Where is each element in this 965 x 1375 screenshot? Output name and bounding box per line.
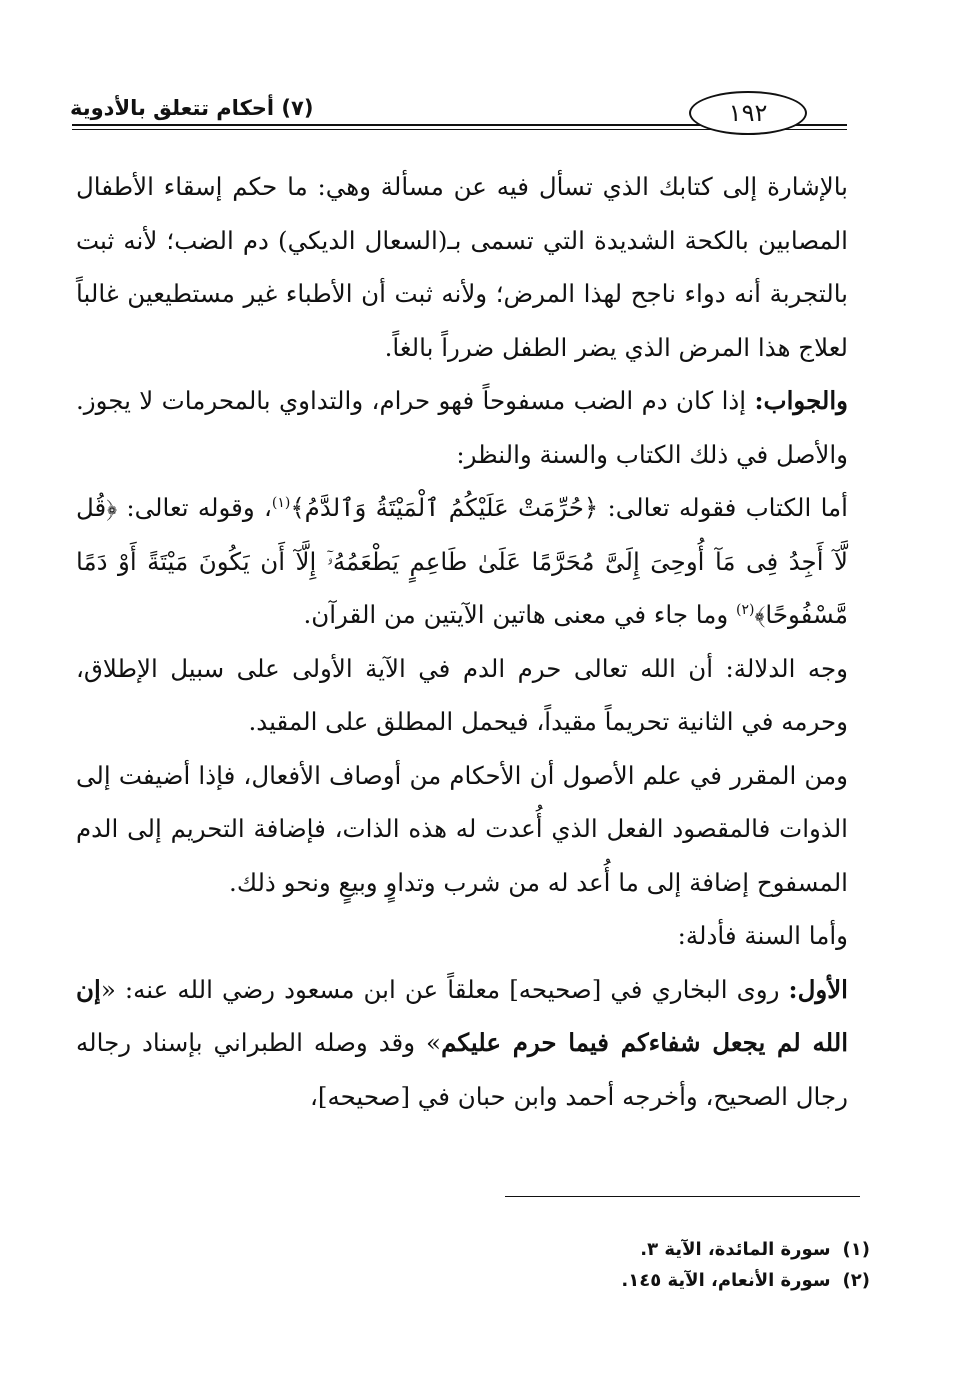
principle-paragraph: ومن المقرر في علم الأصول أن الأحكام من أوصاف الأفعال، فإذا أضيفت إلى الذوات فالمقصود الفعل الذي أُعدت له هذه الذات، فإضافة التحريم إلى الدم المسفوح إضافة إلى ما أُعد له من شرب وتداوٍ وبيعٍ ونحو ذلك. bbox=[76, 760, 848, 897]
footnotes bbox=[470, 1234, 870, 1296]
footnote-1 bbox=[470, 1234, 870, 1265]
first-text-a: روى البخاري في [صحيحه] معلقاً عن ابن مسعود رضي الله عنه: « bbox=[100, 974, 789, 1004]
footnote-text: سورة الأنعام، الآية ١٤٥. bbox=[621, 1270, 831, 1291]
answer-label: والجواب: bbox=[754, 386, 848, 415]
footnote-text: سورة المائدة، الآية ٣. bbox=[640, 1239, 831, 1260]
first-label: الأول: bbox=[788, 974, 848, 1004]
indication-paragraph: وجه الدلالة: أن الله تعالى حرم الدم في الآية الأولى على سبيل الإطلاق، وحرمه في الثانية تحريماً مقيداً، فيحمل المطلق على المقيد. bbox=[76, 653, 848, 736]
answer-paragraph bbox=[76, 374, 848, 481]
quran-connector: ، وقوله تعالى: bbox=[117, 493, 272, 522]
footnote-ref-1: (١) bbox=[271, 494, 291, 511]
running-header-title: (٧) أحكام تتعلق بالأدوية bbox=[70, 96, 314, 120]
sunnah-heading: وأما السنة فأدلة: bbox=[677, 921, 848, 950]
footnote-2 bbox=[470, 1265, 870, 1296]
verse-2: ﴿قُل لَّآ أَجِدُ فِى مَآ أُوحِىَ إِلَىَّ مُحَرَّمًا عَلَىٰ طَاعِمٍ يَطْعَمُهُۥٓ إِلَّآ أَن يَكُونَ مَيْتَةً أَوْ دَمًا مَّسْفُوحًا﴾ bbox=[76, 493, 848, 629]
quran-intro: أما الكتاب فقوله تعالى: bbox=[598, 493, 848, 522]
quran-outro: وما جاء في معنى هاتين الآيتين من القرآن. bbox=[303, 600, 737, 629]
page-number: ١٩٢ bbox=[689, 91, 807, 135]
answer-text: إذا كان دم الضب مسفوحاً فهو حرام، والتداوي بالمحرمات لا يجوز. والأصل في ذلك الكتاب والسنة والنظر: bbox=[76, 386, 848, 469]
footnote-number: (١) bbox=[842, 1239, 870, 1260]
footnote-separator bbox=[505, 1196, 860, 1197]
question-paragraph: بالإشارة إلى كتابك الذي تسأل فيه عن مسألة وهي: ما حكم إسقاء الأطفال المصابين بالكحة الشديدة التي تسمى بـ(السعال الديكي) دم الضب؛ لأنه ثبت بالتجربة أنه دواء ناجح لهذا المرض؛ ولأنه ثبت أن الأطباء غير مستطيعين غالباً لعلاج هذا المرض الذي يضر الطفل ضرراً بالغاً. bbox=[76, 172, 848, 362]
footnote-number: (٢) bbox=[842, 1270, 870, 1291]
verse-1: ﴿حُرِّمَتْ عَلَيْكُمُ ٱلْمَيْتَةُ وَٱلدَّمُ﴾ bbox=[290, 493, 599, 522]
first-evidence-paragraph bbox=[76, 963, 848, 1124]
main-text bbox=[76, 160, 848, 1123]
first-text-b: » وقد وصله الطبراني بإسناد رجاله رجال الصحيح، وأخرجه أحمد وابن حبان في [صحيحه]، bbox=[76, 1028, 848, 1111]
hadith-text: إن الله لم يجعل شفاءكم فيما حرم عليكم bbox=[76, 974, 849, 1057]
quran-evidence-paragraph bbox=[76, 481, 848, 642]
footnote-ref-2: (٢) bbox=[736, 601, 755, 618]
